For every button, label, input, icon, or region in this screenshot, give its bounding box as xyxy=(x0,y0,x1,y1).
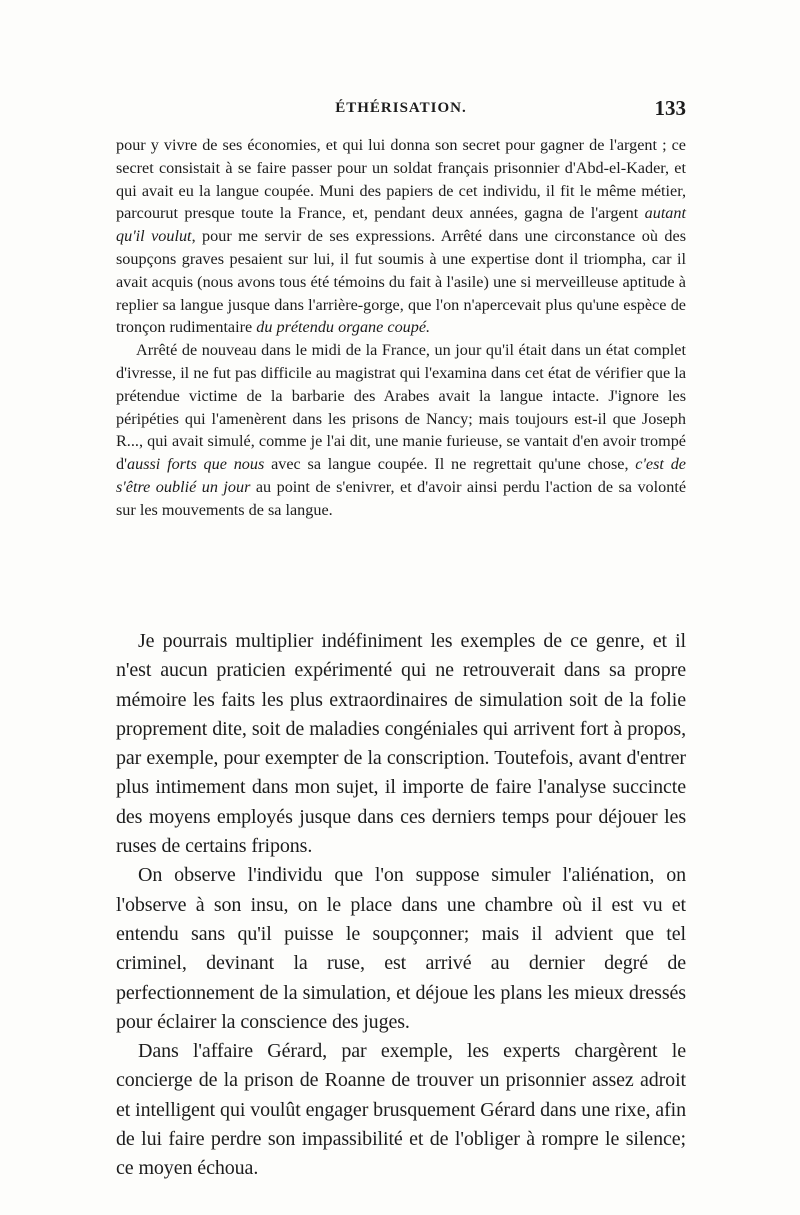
running-title: ÉTHÉRISATION. xyxy=(335,100,467,116)
text-run: au point de s'enivrer, et d'avoir ainsi perdu l'action de sa volonté sur les mouvements de sa langue. xyxy=(116,477,687,519)
running-head xyxy=(116,96,686,126)
paragraph-1: Je pourrais multiplier indéfiniment les exemples de ce genre, et il n'est aucun praticien expérimenté qui ne retrouverait dans sa propre mémoire les faits les plus extraordinaires de simulation soit de la folie proprement dite, soit de maladies congéniales qui arrivent fort à propos, par exemple, pour exempter de la conscription. Toutefois, avant d'entrer plus intimement dans mon sujet, il importe de faire l'analyse succincte des moyens employés jusque dans ces derniers temps pour déjouer les ruses de certains fripons. xyxy=(116,630,686,858)
text-run: avec sa langue coupée. Il ne regrettait qu'une chose, xyxy=(264,455,636,474)
text-run: Arrêté de nouveau dans le midi de la France, un jour qu'il était dans un état complet d'ivresse, il ne fut pas difficile au magistrat qui l'examina dans cet état de vérifier que la prétendue victime de la barbarie des Arabes avait la langue intacte. J'ignore les péripéties qui l'amenèrent dans les prisons de Nancy; mais toujours est-il que Joseph R..., qui avait simulé, comme je l'ai dit, une manie furieuse, se vantait d'en avoir trompé d' xyxy=(116,341,686,474)
text-run: , pour me servir de ses expressions. Arrêté dans une circonstance où des soupçons graves pesaient sur lui, il fut soumis à une expertise dont il triompha, car il avait acquis (nous avons tous été témoins du fait à l'asile) une si merveilleuse aptitude à replier sa langue jusque dans l'arrière-gorge, que l'on n'apercevait plus qu'une espèce de tronçon rudimentaire xyxy=(116,227,687,337)
paragraph-small-1 xyxy=(116,134,686,339)
italic-phrase: c'est de s'être oublié un jour xyxy=(116,455,686,496)
small-print-block xyxy=(116,134,686,522)
paragraph-3: Dans l'affaire Gérard, par exemple, les experts chargèrent le concierge de la prison de Roanne de trouver un prisonnier assez adroit et intelligent qui voulût engager brusquement Gérard dans une rixe, afin de lui faire perdre son impassibilité et de l'obliger à rompre le silence; ce moyen échoua. xyxy=(116,1040,686,1180)
paragraph-2: On observe l'individu que l'on suppose simuler l'aliénation, on l'observe à son insu, on le place dans une chambre où il est vu et entendu sans qu'il puisse le soupçonner; mais il advient que tel criminel, devinant la ruse, est arrivé au dernier degré de perfectionnement de la simulation, et déjoue les plans les mieux dressés pour éclairer la conscience des juges. xyxy=(116,864,686,1033)
main-text-block xyxy=(116,627,686,1184)
italic-phrase: aussi forts que nous xyxy=(127,455,265,474)
italic-phrase: du prétendu organe coupé. xyxy=(256,318,431,337)
italic-phrase: autant qu'il voulut xyxy=(116,204,686,246)
paragraph-small-2 xyxy=(116,339,686,521)
page-number: 133 xyxy=(654,96,686,120)
text-run: pour y vivre de ses économies, et qui lui donna son secret pour gagner de l'argent ; ce secret consistait à se faire passer pour un soldat français prisonnier d'Abd-el-Kader, et qui avait eu la langue coupée. Muni des papiers de cet individu, il fit le même métier, parcourut presque toute la France, et, pendant deux années, gagna de l'argent xyxy=(116,136,686,223)
